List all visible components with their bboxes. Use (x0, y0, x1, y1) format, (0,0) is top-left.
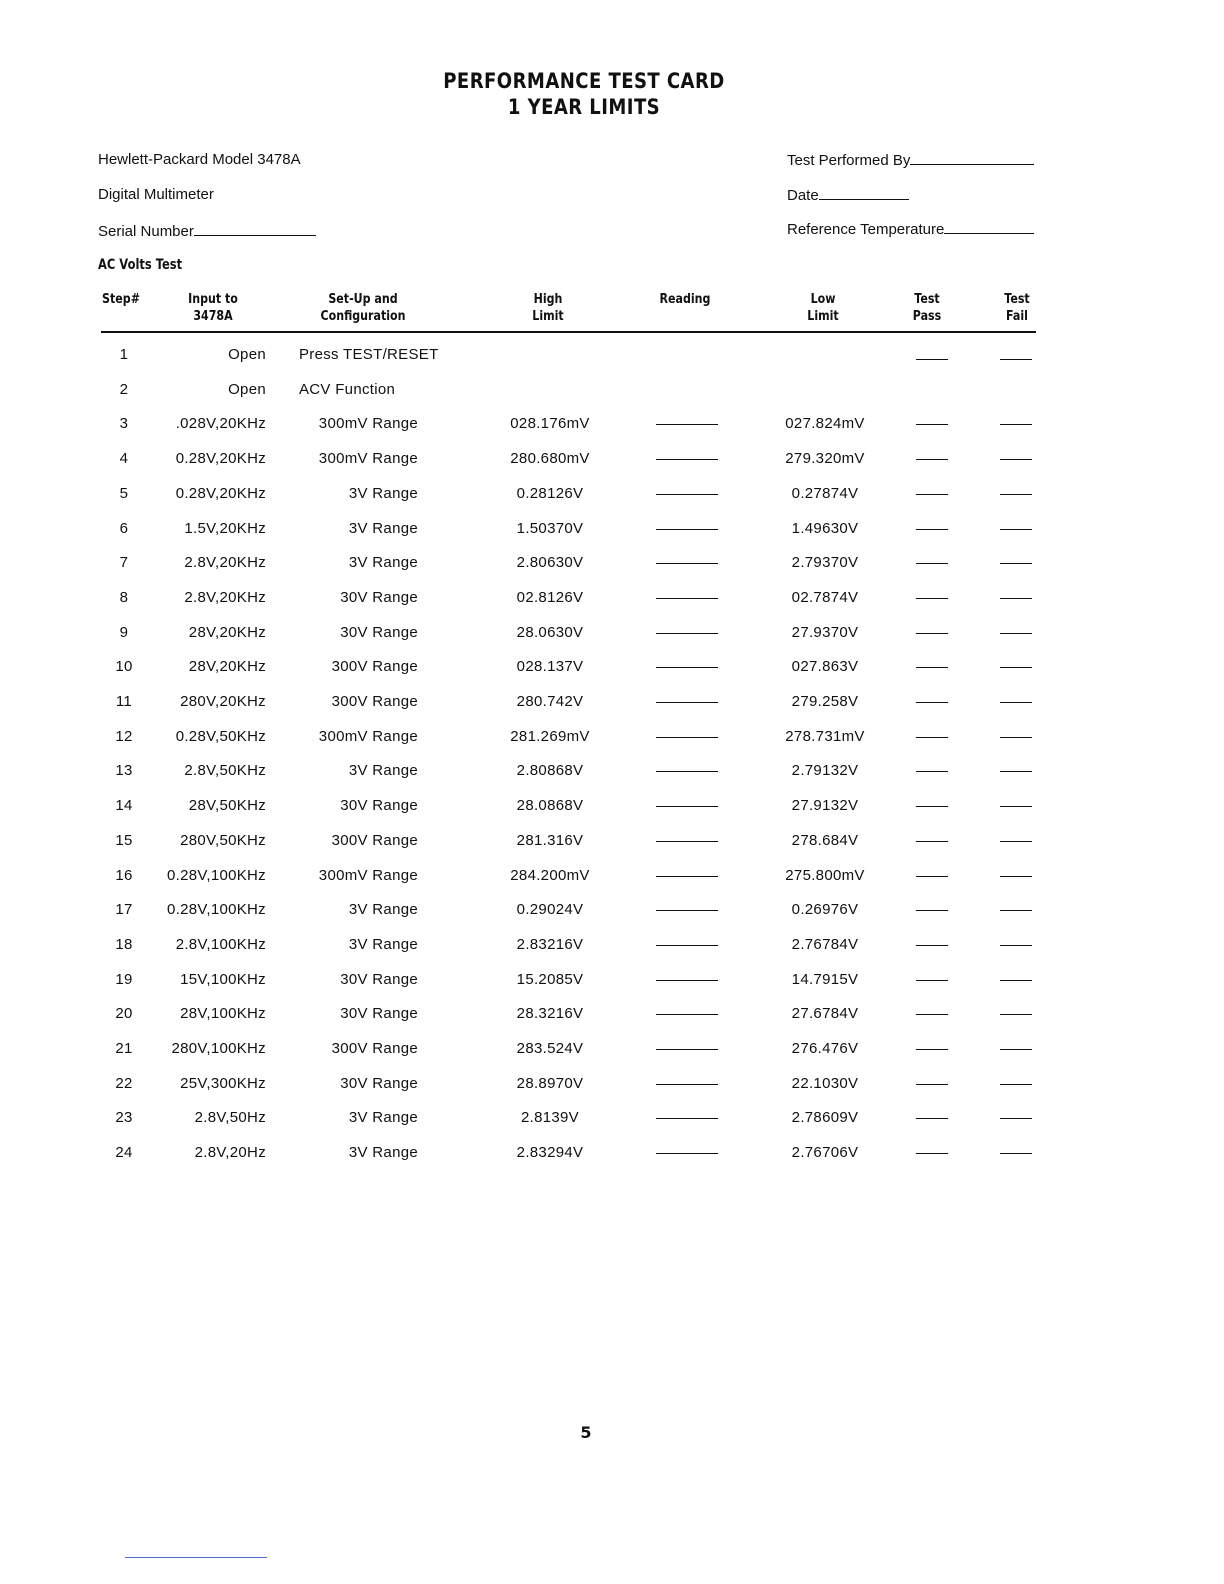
cell-low-limit: 027.863V (791, 658, 859, 676)
cell-input: 1.5V,20KHz (184, 519, 266, 537)
cell-setup: 3V Range (348, 484, 418, 502)
table-row (0, 971, 1224, 1005)
performed-by-row (787, 150, 1034, 169)
cell-low-limit: 278.731mV (785, 727, 865, 745)
cell-setup: 300mV Range (318, 727, 418, 745)
cell-setup: 3V Range (348, 554, 418, 572)
reading-blank[interactable] (656, 494, 718, 495)
cell-step: 7 (119, 554, 129, 572)
reading-blank[interactable] (656, 702, 718, 703)
reading-blank[interactable] (656, 633, 718, 634)
table-row (0, 728, 1224, 762)
cell-high-limit: 283.524V (516, 1040, 584, 1057)
table-row (0, 762, 1224, 796)
cell-input: 0.28V,100KHz (167, 901, 266, 919)
cell-setup: ACV Function (299, 380, 396, 398)
cell-input: 280V,100KHz (171, 1040, 266, 1057)
test-pass-blank[interactable] (916, 841, 948, 842)
cell-low-limit: 14.7915V (791, 970, 859, 988)
cell-high-limit: 28.0868V (516, 797, 584, 815)
cell-low-limit: 279.258V (791, 693, 859, 710)
reading-blank[interactable] (656, 1014, 718, 1015)
test-pass-blank[interactable] (916, 598, 948, 599)
test-fail-blank[interactable] (1000, 945, 1032, 946)
cell-setup: 3V Range (348, 519, 418, 537)
reading-blank[interactable] (656, 945, 718, 946)
reading-blank[interactable] (656, 667, 718, 668)
test-fail-blank[interactable] (1000, 1118, 1032, 1119)
test-pass-blank[interactable] (916, 737, 948, 738)
section-title: AC Volts Test (98, 257, 183, 273)
cell-setup: 30V Range (340, 797, 418, 815)
cell-low-limit: 27.9132V (791, 797, 859, 815)
col-header-step: Step# (102, 292, 140, 307)
cell-step: 5 (119, 484, 129, 502)
test-fail-blank[interactable] (1000, 806, 1032, 807)
table-row (0, 1075, 1224, 1109)
test-pass-blank[interactable] (916, 667, 948, 668)
cell-step: 11 (115, 693, 133, 710)
cell-input: 28V,50KHz (188, 797, 266, 815)
table-row (0, 901, 1224, 935)
col-header-reading: Reading (659, 292, 711, 307)
table-row (0, 554, 1224, 588)
cell-low-limit: 279.320mV (785, 450, 865, 468)
cell-step: 15 (115, 831, 133, 849)
cell-high-limit: 02.8126V (516, 588, 584, 606)
table-row (0, 624, 1224, 658)
test-pass-blank[interactable] (916, 876, 948, 877)
cell-low-limit: 02.7874V (791, 588, 859, 606)
test-fail-blank[interactable] (1000, 1084, 1032, 1085)
col-header-input: Input to 3478A (188, 292, 238, 324)
test-pass-blank[interactable] (916, 424, 948, 425)
cell-input: 280V,20KHz (180, 693, 266, 710)
reading-blank[interactable] (656, 1153, 718, 1154)
cell-step: 6 (119, 519, 129, 537)
test-pass-blank[interactable] (916, 563, 948, 564)
table-row (0, 520, 1224, 554)
cell-input: 2.8V,20Hz (194, 1144, 266, 1162)
date-label: Date (787, 187, 819, 204)
cell-input: .028V,20KHz (175, 415, 266, 433)
reading-blank[interactable] (656, 806, 718, 807)
cell-setup: 30V Range (340, 970, 418, 988)
cell-setup: 300V Range (331, 658, 418, 676)
cell-high-limit: 028.137V (516, 658, 584, 676)
reading-blank[interactable] (656, 980, 718, 981)
test-fail-blank[interactable] (1000, 1014, 1032, 1015)
cell-setup: 3V Range (348, 1109, 418, 1127)
cell-low-limit: 2.78609V (791, 1109, 859, 1127)
cell-high-limit: 28.0630V (516, 623, 584, 641)
cell-step: 12 (115, 727, 133, 745)
test-fail-blank[interactable] (1000, 702, 1032, 703)
cell-high-limit: 28.3216V (516, 1005, 584, 1023)
reference-temperature-label: Reference Temperature (787, 221, 945, 238)
cell-input: Open (228, 380, 266, 398)
cell-setup: 3V Range (348, 1144, 418, 1162)
test-fail-blank[interactable] (1000, 876, 1032, 877)
reading-blank[interactable] (656, 841, 718, 842)
reading-blank[interactable] (656, 563, 718, 564)
cell-low-limit: 2.76784V (791, 935, 859, 953)
test-pass-blank[interactable] (916, 910, 948, 911)
reading-blank[interactable] (656, 529, 718, 530)
cell-low-limit: 0.26976V (791, 901, 859, 919)
cell-low-limit: 22.1030V (791, 1074, 859, 1092)
serial-number-field[interactable] (194, 221, 316, 236)
cell-high-limit: 2.80630V (516, 554, 584, 572)
cell-step: 17 (115, 901, 133, 919)
cell-input: 15V,100KHz (180, 970, 266, 988)
title-line-2: 1 YEAR LIMITS (507, 95, 661, 119)
test-fail-blank[interactable] (1000, 459, 1032, 460)
col-header-test-fail: Test Fail (1004, 292, 1030, 324)
cell-high-limit: 2.83294V (516, 1144, 584, 1162)
cell-input: 280V,50KHz (180, 831, 266, 849)
cell-input: 0.28V,100KHz (167, 866, 266, 884)
cell-input: 25V,300KHz (180, 1074, 266, 1092)
cell-high-limit: 2.83216V (516, 935, 584, 953)
title-line-1: PERFORMANCE TEST CARD (443, 69, 725, 93)
col-header-test-pass: Test Pass (912, 292, 942, 324)
test-pass-blank[interactable] (916, 1153, 948, 1154)
cell-low-limit: 276.476V (791, 1040, 859, 1057)
cell-step: 4 (119, 450, 129, 468)
cell-setup: 30V Range (340, 588, 418, 606)
cell-input: 2.8V,100KHz (175, 935, 266, 953)
reading-blank[interactable] (656, 910, 718, 911)
table-row (0, 936, 1224, 970)
cell-step: 2 (119, 380, 129, 398)
performed-by-label: Test Performed By (787, 152, 911, 169)
table-row (0, 1109, 1224, 1143)
table-row (0, 485, 1224, 519)
cell-step: 1 (119, 346, 129, 363)
cell-step: 19 (115, 970, 133, 988)
table-row (0, 450, 1224, 484)
cell-setup: 300V Range (331, 831, 418, 849)
cell-low-limit: 2.79132V (791, 762, 859, 780)
serial-number-label: Serial Number (98, 223, 194, 240)
cell-high-limit: 15.2085V (516, 970, 584, 988)
model-label: Hewlett-Packard Model 3478A (98, 151, 301, 168)
cell-setup: 3V Range (348, 935, 418, 953)
cell-high-limit: 0.29024V (516, 901, 584, 919)
cell-step: 8 (119, 588, 129, 606)
cell-high-limit: 0.28126V (516, 484, 584, 502)
cell-high-limit: 280.742V (516, 693, 584, 710)
cell-step: 3 (119, 415, 129, 433)
cell-input: 2.8V,20KHz (184, 554, 266, 572)
table-row (0, 1144, 1224, 1178)
test-fail-blank[interactable] (1000, 529, 1032, 530)
cell-input: 28V,20KHz (188, 623, 266, 641)
cell-setup: 30V Range (340, 623, 418, 641)
date-row (787, 185, 909, 204)
reading-blank[interactable] (656, 424, 718, 425)
cell-high-limit: 281.316V (516, 831, 584, 849)
cell-high-limit: 028.176mV (510, 415, 590, 433)
cell-step: 22 (115, 1074, 133, 1092)
reference-temperature-field[interactable] (944, 219, 1034, 234)
test-fail-blank[interactable] (1000, 563, 1032, 564)
cell-step: 24 (115, 1144, 133, 1162)
cell-setup: 300V Range (331, 693, 418, 710)
cell-high-limit: 280.680mV (510, 450, 590, 468)
page-number: 5 (580, 1423, 592, 1442)
cell-setup: 30V Range (340, 1074, 418, 1092)
cell-low-limit: 27.9370V (791, 623, 859, 641)
cell-input: 0.28V,50KHz (175, 727, 266, 745)
cell-input: 2.8V,50KHz (184, 762, 266, 780)
test-pass-blank[interactable] (916, 529, 948, 530)
test-pass-blank[interactable] (916, 771, 948, 772)
cell-high-limit: 284.200mV (510, 866, 590, 884)
test-pass-blank[interactable] (916, 633, 948, 634)
test-pass-blank[interactable] (916, 359, 948, 360)
test-fail-blank[interactable] (1000, 494, 1032, 495)
test-pass-blank[interactable] (916, 1084, 948, 1085)
reading-blank[interactable] (656, 737, 718, 738)
test-fail-blank[interactable] (1000, 771, 1032, 772)
test-fail-blank[interactable] (1000, 980, 1032, 981)
reading-blank[interactable] (656, 876, 718, 877)
cell-step: 21 (115, 1040, 133, 1057)
reading-blank[interactable] (656, 771, 718, 772)
col-header-setup: Set-Up and Configuration (320, 292, 406, 324)
test-pass-blank[interactable] (916, 1118, 948, 1119)
cell-step: 14 (115, 797, 133, 815)
cell-high-limit: 28.8970V (516, 1074, 584, 1092)
cell-setup: 300mV Range (318, 450, 418, 468)
test-pass-blank[interactable] (916, 1014, 948, 1015)
cell-input: 28V,20KHz (188, 658, 266, 676)
cell-setup: Press TEST/RESET (299, 346, 439, 363)
table-row (0, 1005, 1224, 1039)
cell-low-limit: 278.684V (791, 831, 859, 849)
reading-blank[interactable] (656, 1084, 718, 1085)
cell-low-limit: 275.800mV (785, 866, 865, 884)
cell-setup: 300mV Range (318, 866, 418, 884)
cell-high-limit: 2.8139V (521, 1109, 579, 1127)
cell-input: 28V,100KHz (180, 1005, 266, 1023)
table-row (0, 693, 1224, 727)
date-field[interactable] (819, 185, 909, 200)
cell-low-limit: 1.49630V (791, 519, 859, 537)
cell-high-limit: 281.269mV (510, 727, 590, 745)
reading-blank[interactable] (656, 1049, 718, 1050)
cell-low-limit: 027.824mV (785, 415, 865, 433)
table-row (0, 867, 1224, 901)
cell-setup: 300mV Range (318, 415, 418, 433)
performed-by-field[interactable] (910, 150, 1034, 165)
test-fail-blank[interactable] (1000, 633, 1032, 634)
test-fail-blank[interactable] (1000, 1049, 1032, 1050)
test-fail-blank[interactable] (1000, 910, 1032, 911)
cell-low-limit: 27.6784V (791, 1005, 859, 1023)
table-row (0, 415, 1224, 449)
cell-setup: 3V Range (348, 762, 418, 780)
header-rule (101, 331, 1036, 333)
reading-blank[interactable] (656, 598, 718, 599)
test-pass-blank[interactable] (916, 702, 948, 703)
test-fail-blank[interactable] (1000, 841, 1032, 842)
reference-temperature-row (787, 219, 1034, 238)
footer-rule (125, 1557, 267, 1558)
table-row (0, 381, 1224, 415)
test-pass-blank[interactable] (916, 1049, 948, 1050)
cell-step: 20 (115, 1005, 133, 1023)
cell-setup: 300V Range (331, 1040, 418, 1057)
cell-input: 2.8V,50Hz (194, 1109, 266, 1127)
cell-step: 9 (119, 623, 129, 641)
test-pass-blank[interactable] (916, 459, 948, 460)
table-row (0, 797, 1224, 831)
cell-low-limit: 2.76706V (791, 1144, 859, 1162)
cell-step: 16 (115, 866, 133, 884)
cell-high-limit: 2.80868V (516, 762, 584, 780)
table-row (0, 658, 1224, 692)
cell-input: 0.28V,20KHz (175, 484, 266, 502)
col-header-low-limit: Low Limit (807, 292, 839, 324)
test-pass-blank[interactable] (916, 980, 948, 981)
device-label: Digital Multimeter (98, 186, 214, 203)
test-fail-blank[interactable] (1000, 737, 1032, 738)
cell-low-limit: 2.79370V (791, 554, 859, 572)
cell-step: 23 (115, 1109, 133, 1127)
col-header-high-limit: High Limit (532, 292, 564, 324)
cell-input: 0.28V,20KHz (175, 450, 266, 468)
cell-setup: 3V Range (348, 901, 418, 919)
test-fail-blank[interactable] (1000, 1153, 1032, 1154)
test-pass-blank[interactable] (916, 494, 948, 495)
test-pass-blank[interactable] (916, 945, 948, 946)
reading-blank[interactable] (656, 459, 718, 460)
serial-number-row (98, 221, 316, 240)
table-row (0, 1040, 1224, 1074)
reading-blank[interactable] (656, 1118, 718, 1119)
test-fail-blank[interactable] (1000, 667, 1032, 668)
test-fail-blank[interactable] (1000, 598, 1032, 599)
cell-step: 18 (115, 935, 133, 953)
test-fail-blank[interactable] (1000, 359, 1032, 360)
cell-input: 2.8V,20KHz (184, 588, 266, 606)
table-row (0, 832, 1224, 866)
page-title (82, 68, 1086, 120)
test-pass-blank[interactable] (916, 806, 948, 807)
cell-step: 10 (115, 658, 133, 676)
cell-low-limit: 0.27874V (791, 484, 859, 502)
cell-step: 13 (115, 762, 133, 780)
cell-setup: 30V Range (340, 1005, 418, 1023)
cell-high-limit: 1.50370V (516, 519, 584, 537)
test-fail-blank[interactable] (1000, 424, 1032, 425)
table-row (0, 589, 1224, 623)
table-row (0, 346, 1224, 380)
cell-input: Open (228, 346, 266, 363)
